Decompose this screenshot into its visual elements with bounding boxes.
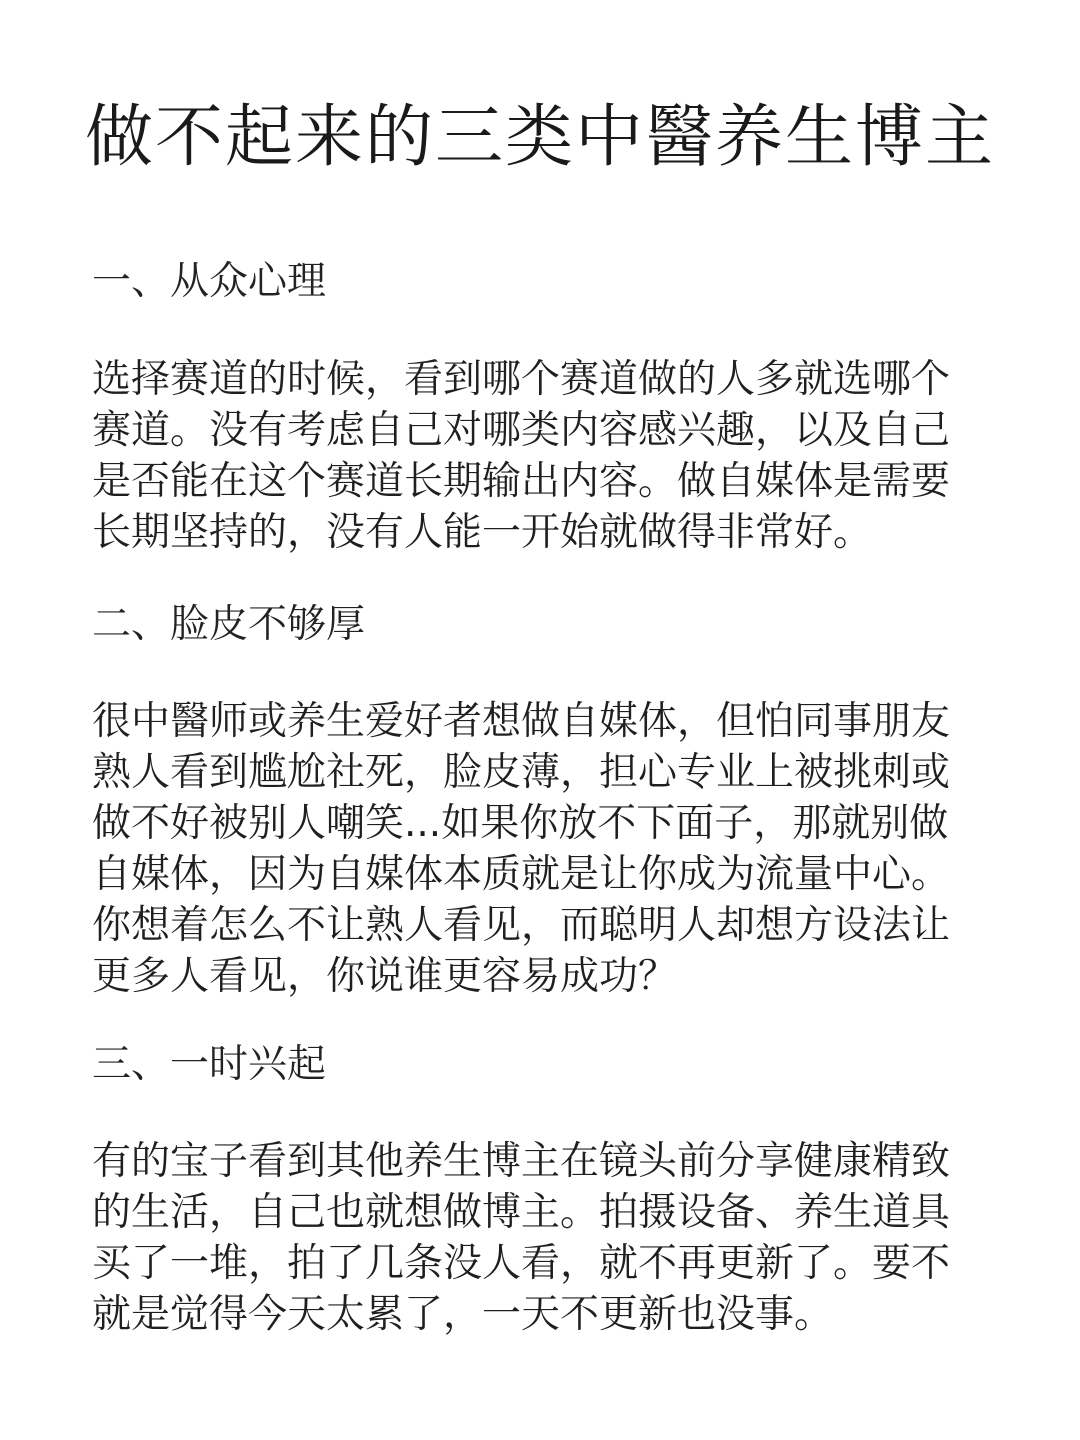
page-title: 做不起来的三类中醫养生博主: [84, 98, 995, 177]
paragraph-line: 赛道。没有考虑自己对哪类内容感兴趣，以及自己: [92, 408, 951, 453]
paragraph-line: 是否能在这个赛道长期输出内容。做自媒体是需要: [92, 459, 951, 504]
paragraph-line: 有的宝子看到其他养生博主在镜头前分享健康精致: [92, 1139, 951, 1184]
section-2-paragraph: [92, 696, 992, 1002]
paragraph-line: 买了一堆，拍了几条没人看，就不再更新了。要不: [92, 1241, 951, 1286]
paragraph-line: 很中醫师或养生爱好者想做自媒体，但怕同事朋友: [92, 699, 951, 744]
paragraph-line: 你想着怎么不让熟人看见，而聪明人却想方设法让: [92, 903, 951, 948]
paragraph-line: 选择赛道的时候，看到哪个赛道做的人多就选哪个: [92, 357, 951, 402]
paragraph-line: 做不好被别人嘲笑...如果你放不下面子，那就别做: [92, 801, 949, 846]
section-2-heading: 二、脸皮不够厚: [92, 602, 366, 647]
section-1-heading: 一、从众心理: [92, 259, 327, 304]
section-3-heading: 三、一时兴起: [92, 1042, 327, 1087]
paragraph-line: 更多人看见，你说谁更容易成功？: [92, 954, 678, 999]
paragraph-line: 自媒体，因为自媒体本质就是让你成为流量中心。: [92, 852, 951, 897]
paragraph-line: 熟人看到尴尬社死，脸皮薄，担心专业上被挑刺或: [92, 750, 951, 795]
section-3-paragraph: [92, 1136, 992, 1340]
section-1-paragraph: [92, 354, 992, 558]
paragraph-line: 长期坚持的，没有人能一开始就做得非常好。: [92, 510, 873, 555]
paragraph-line: 的生活，自己也就想做博主。拍摄设备、养生道具: [92, 1190, 951, 1235]
paragraph-line: 就是觉得今天太累了，一天不更新也没事。: [92, 1292, 834, 1337]
